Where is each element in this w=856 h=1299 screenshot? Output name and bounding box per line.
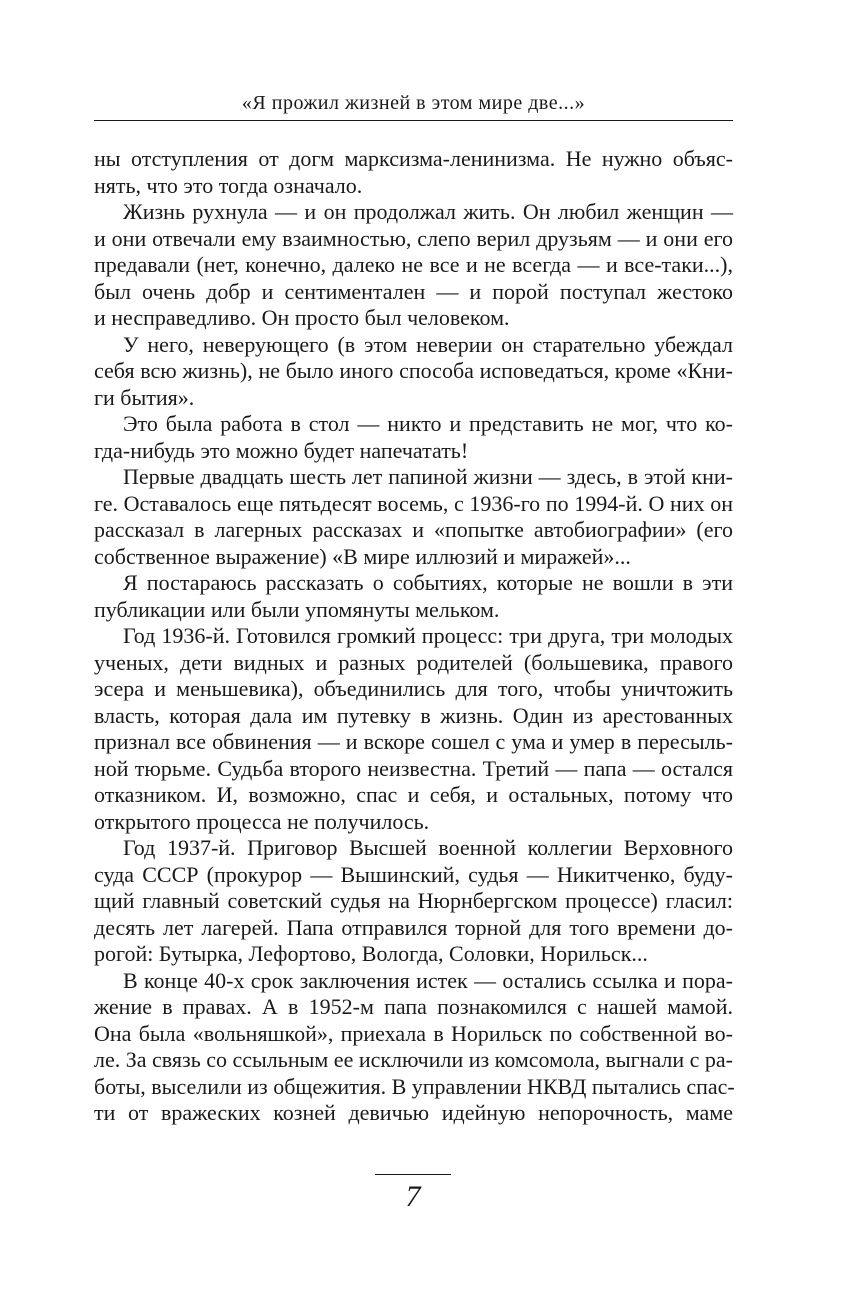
text-line: Это была работа в стол — никто и представить не мог, что ко- <box>123 411 733 436</box>
text-line: признал все обвинения — и вскоре сошел с ума и умер в пересыль- <box>94 729 733 754</box>
text-line: гда-нибудь это можно будет напечатать! <box>94 437 469 463</box>
header-rule <box>94 120 733 121</box>
text-line: себя всю жизнь), не было иного способа исповедаться, кроме «Кни- <box>94 358 733 383</box>
text-line: щий главный советский судья на Нюрнбергском процессе) гласил: <box>94 888 733 913</box>
text-line: и несправедливо. Он просто был человеком. <box>94 305 510 330</box>
text-line: ги бытия». <box>94 384 195 410</box>
text-line: отказником. И, возможно, спас и себя, и остальных, потому что <box>94 782 733 807</box>
text-line: ге. Оставалось еще пятьдесят восемь, с 1936-го по 1994-й. О них он <box>94 490 733 516</box>
text-line: власть, которая дала им путевку в жизнь. Один из арестованных <box>94 702 733 728</box>
text-line: Я постараюсь рассказать о событиях, которые не вошли в эти <box>123 570 733 595</box>
folio-rule <box>375 1174 451 1175</box>
text-line: У него, неверующего (в этом неверии он старательно убеждал <box>123 331 733 357</box>
text-line: эсера и меньшевика), объединились для того, чтобы уничтожить <box>94 676 733 701</box>
running-head: «Я прожил жизней в этом мире две...» <box>241 92 586 114</box>
text-line: был очень добр и сентиментален — и порой поступал жестоко <box>94 278 733 304</box>
text-line: ученых, дети видных и разных родителей (большевика, правого <box>94 649 733 675</box>
text-line: открытого процесса не получилось. <box>94 808 430 834</box>
body-text <box>94 146 733 1127</box>
page-number: 7 <box>405 1180 421 1213</box>
text-line: Год 1937-й. Приговор Высшей военной коллегии Верховного <box>123 835 733 860</box>
text-line: рассказал в лагерных рассказах и «попытке автобиографии» (его <box>94 517 733 542</box>
text-line: Жизнь рухнула — и он продолжал жить. Он любил женщин — <box>123 199 733 224</box>
text-line: публикации или были упомянуты мельком. <box>94 596 500 622</box>
text-line: ти от вражеских козней девичью идейную непорочность, маме <box>94 1100 733 1125</box>
text-line: В конце 40-х срок заключения истек — остались ссылка и пора- <box>123 967 733 993</box>
text-line: нять, что это тогда означало. <box>94 172 363 198</box>
text-line: собственное выражение) «В мире иллюзий и миражей»... <box>94 543 631 569</box>
text-line: ны отступления от догм марксизма-ленинизма. Не нужно объяс- <box>94 146 733 171</box>
text-line: предавали (нет, конечно, далеко не все и не всегда — и все-таки...), <box>94 252 733 277</box>
text-line: суда СССР (прокурор — Вышинский, судья — Никитченко, буду- <box>94 861 733 887</box>
text-line: боты, выселили из общежития. В управлении НКВД пытались спас- <box>94 1073 735 1099</box>
text-line: Она была «вольняшкой», приехала в Норильск по собственной во- <box>94 1020 733 1046</box>
text-line: жение в правах. А в 1952-м папа познакомился с нашей мамой. <box>94 994 733 1019</box>
text-line: рогой: Бутырка, Лефортово, Вологда, Соловки, Норильск... <box>94 941 648 966</box>
text-line: и они отвечали ему взаимностью, слепо верил друзьям — и они его <box>94 225 733 251</box>
text-line: ле. За связь со ссыльным ее исключили из комсомола, выгнали с ра- <box>94 1047 734 1072</box>
text-line: десять лет лагерей. Папа отправился торной для того времени до- <box>94 914 733 940</box>
text-line: Год 1936-й. Готовился громкий процесс: три друга, три молодых <box>123 623 733 648</box>
text-line: ной тюрьме. Судьба второго неизвестна. Третий — папа — остался <box>94 755 733 781</box>
text-line: Первые двадцать шесть лет папиной жизни — здесь, в этой кни- <box>123 464 733 489</box>
